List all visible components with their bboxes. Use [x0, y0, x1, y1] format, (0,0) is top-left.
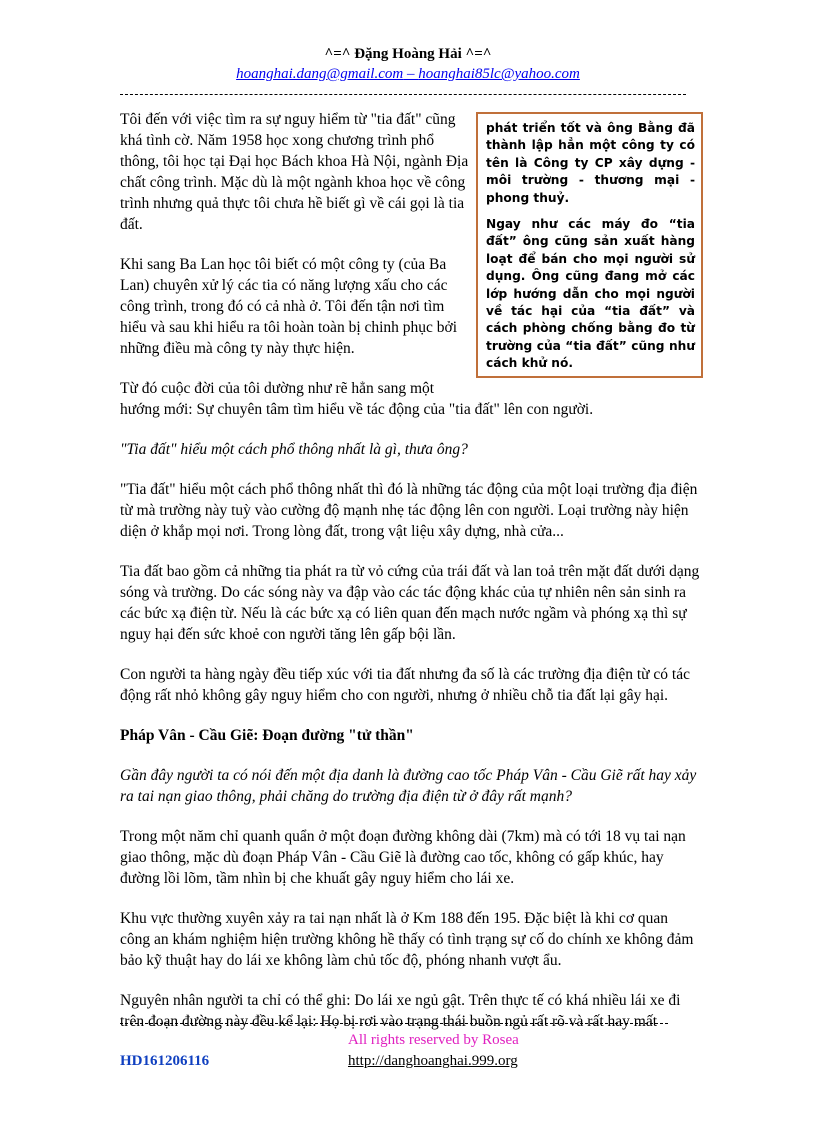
sidebar-paragraph: Ngay như các máy đo “tia đất” ông cũng sản xuất hàng loạt để bán cho mọi người sử dụng. Ông cũng đang mở các lớp hướng dẫn cho mọi người về tác hại của “tia đất” và cách phòng chống bằng đo từ trường của “tia đất” cũng như cách khử nó.	[486, 217, 695, 371]
email-link-yahoo[interactable]: hoanghai85lc@yahoo.com	[418, 66, 580, 82]
body-paragraph: "Tia đất" hiểu một cách phổ thông nhất thì đó là những tác động của một loại trường địa điện từ mà trường này tuỳ vào cường độ mạnh nhẹ tác động lên con người. Loại trường này hiện diện ở khắp mọi nơi. Trong lòng đất, trong vật liệu xây dựng, nhà cửa...	[120, 481, 698, 540]
interview-question: Gần đây người ta có nói đến một địa danh là đường cao tốc Pháp Vân - Cầu Giẽ rất hay xảy ra tai nạn giao thông, phải chăng do trường địa điện từ ở đây rất mạnh?	[120, 767, 697, 805]
email-separator: –	[403, 66, 419, 82]
header-divider	[120, 94, 686, 95]
document-code: HD161206116	[120, 1053, 210, 1069]
body-paragraph: Tia đất bao gồm cả những tia phát ra từ vỏ cứng của trái đất và lan toả trên mặt đất dưới dạng sóng và trường. Do các sóng này va đập vào các tác động khác của tự nhiên nên sản sinh ra các bức xạ điện từ. Nếu là các bức xạ có liên quan đến mạch nước ngầm và phóng xạ thì sự nguy hại đến sức khoẻ con người tăng lên gấp bội lần.	[120, 563, 700, 643]
section-heading: Pháp Vân - Cầu Giẽ: Đoạn đường "tử thần"	[120, 727, 414, 744]
email-line	[0, 64, 816, 84]
body-paragraph: Khi sang Ba Lan học tôi biết có một công ty (của Ba Lan) chuyên xử lý các tia có năng lượng xấu cho các công trình, trong đó có cả nhà ở. Tôi đến tận nơi tìm hiểu và sau khi hiểu ra tôi hoàn toàn bị chinh phục bởi những điều mà công ty này thực hiện.	[120, 256, 458, 357]
interview-question: "Tia đất" hiểu một cách phổ thông nhất là gì, thưa ông?	[120, 441, 468, 458]
footer-url-link[interactable]: http://danghoanghai.999.org	[348, 1053, 518, 1069]
body-paragraph: Khu vực thường xuyên xảy ra tai nạn nhất là ở Km 188 đến 195. Đặc biệt là khi cơ quan công an khám nghiệm hiện trường không hề thấy có tình trạng sự cố do chính xe không đảm bảo kỹ thuật hay do lái xe không làm chủ tốc độ, phóng nhanh vượt ẩu.	[120, 910, 694, 969]
body-paragraph: Nguyên nhân người ta chỉ có thể ghi: Do lái xe ngủ gật. Trên thực tế có khá nhiều lái xe đi trên đoạn đường này đều kể lại: Họ bị rơi vào trạng thái buồn ngủ rất rõ và rất hay mất	[120, 992, 681, 1030]
body-paragraph: Tôi đến với việc tìm ra sự nguy hiểm từ "tia đất" cũng khá tình cờ. Năm 1958 học xong chương trình phổ thông, tôi học tại Đại học Bách khoa Hà Nội, ngành Địa chất công trình. Mặc dù là một ngành khoa học về công trình nhưng quả thực tôi chưa hề biết gì về cái gọi là tia đất.	[120, 111, 469, 233]
footer-divider	[120, 1023, 668, 1024]
body-paragraph: Trong một năm chỉ quanh quẩn ở một đoạn đường không dài (7km) mà có tới 18 vụ tai nạn giao thông, mặc dù đoạn Pháp Vân - Cầu Giẽ là đường cao tốc, không có gấp khúc, hay đường lồi lõm, tầm nhìn bị che khuất gây nguy hiểm cho lái xe.	[120, 828, 686, 887]
sidebar-paragraph: phát triển tốt và ông Bằng đã thành lập hẳn một công ty có tên là Công ty CP xây dựng - môi trường - thương mại - phong thuỷ.	[486, 121, 695, 205]
body-line: Từ đó cuộc đời của tôi dường như rẽ hẳn sang một	[120, 380, 435, 397]
footer-rights: All rights reserved by Rosea	[348, 1032, 519, 1048]
body-paragraph: Con người ta hàng ngày đều tiếp xúc với tia đất nhưng đa số là các trường địa điện từ có tác động rất nhỏ không gây nguy hiểm cho con người, nhưng ở nhiều chỗ tia đất lại gây hại.	[120, 666, 690, 704]
author-name: ^=^ Đặng Hoàng Hải ^=^	[324, 46, 492, 62]
page-header	[0, 44, 816, 84]
article-body	[120, 109, 700, 1051]
body-paragraph	[120, 378, 700, 420]
body-line: hướng mới: Sự chuyên tâm tìm hiểu về tác động của "tia đất" lên con người.	[120, 401, 594, 418]
email-link-gmail[interactable]: hoanghai.dang@gmail.com	[236, 66, 404, 82]
